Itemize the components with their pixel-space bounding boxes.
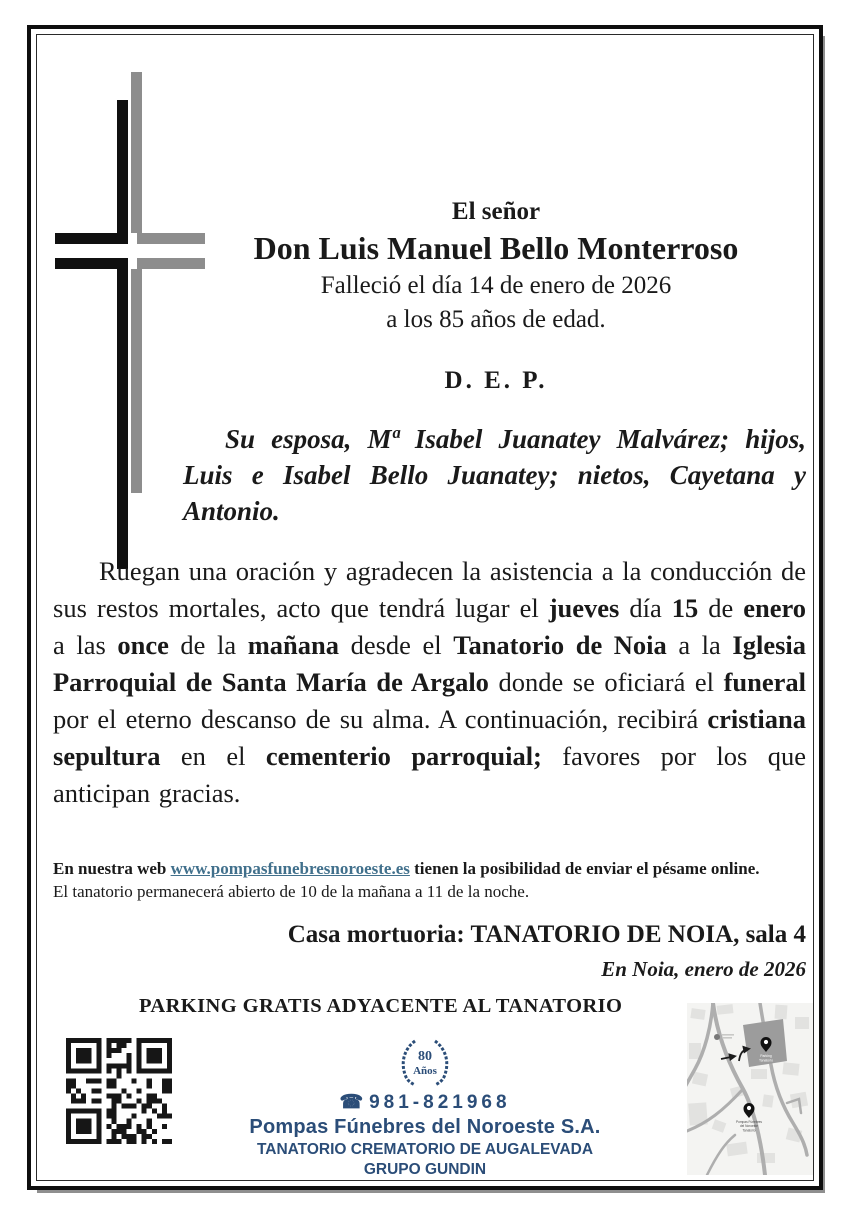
hotel-map-marker	[714, 1034, 720, 1040]
death-date-line: Falleció el día 14 de enero de 2026	[320, 272, 672, 299]
pesame-web-link[interactable]: www.pompasfunebresnoroeste.es	[170, 859, 410, 878]
svg-text:Tanatorio: Tanatorio	[759, 1058, 773, 1063]
phone-number	[245, 1091, 605, 1115]
svg-text:del Noroeste: del Noroeste	[739, 1124, 759, 1129]
location-map	[687, 1003, 813, 1175]
memorial-card	[27, 25, 823, 1190]
fine-print-block	[53, 857, 806, 903]
mortuary-location: Casa mortuoria: TANATORIO DE NOIA, sala 4	[287, 921, 806, 948]
salutation: El señor	[451, 198, 541, 225]
svg-text:Años: Años	[413, 1065, 437, 1077]
header-block	[181, 197, 811, 337]
funeral-home-map-label: Pompas Fúnebres	[735, 1120, 763, 1124]
funeral-home-block	[245, 1037, 605, 1180]
qr-code	[61, 1033, 177, 1149]
80-years-laurel-badge-icon	[393, 1037, 457, 1089]
online-condolence-note: En nuestra web www.pompasfunebresnoroeste.es tienen la posibilidad de enviar el pésame online.	[53, 859, 760, 878]
group-name: GRUPO GUNDIN	[363, 1161, 487, 1178]
parking-map-label: Parking	[760, 1054, 772, 1058]
opening-hours-note: El tanatorio permanecerá abierto de 10 de la mañana a 11 de la noche.	[53, 882, 530, 901]
announcement-paragraph: Ruegan una oración y agradecen la asistencia a la conducción de sus restos mortales, acto que tendrá lugar el jueves día 15 de enero a las once de la mañana desde el Tanatorio de Noia a la Iglesia Parroquial de Santa María de Argalo donde se oficiará el funeral por el eterno descanso de su alma. A continuación, recibirá cristiana sepultura en el cementerio parroquial; favores por los que anticipan gracias.	[53, 556, 807, 808]
phone-icon: ☎	[339, 1092, 364, 1113]
age-line: a los 85 años de edad.	[386, 306, 606, 333]
place-and-date: En Noia, enero de 2026	[601, 957, 806, 981]
rip-abbreviation: D. E. P.	[444, 367, 548, 394]
svg-text:80: 80	[418, 1049, 432, 1064]
phone-digits: 981-821968	[369, 1092, 511, 1113]
parking-notice: PARKING GRATIS ADYACENTE AL TANATORIO	[139, 995, 623, 1017]
family-paragraph: Su esposa, Mª Isabel Juanatey Malvárez; hijos, Luis e Isabel Bello Juanatey; nietos, Cayetana y Antonio.	[183, 424, 806, 526]
crematorium-name: TANATORIO CREMATORIO DE AUGALEVADA	[256, 1141, 594, 1158]
deceased-name: Don Luis Manuel Bello Monterroso	[253, 230, 739, 266]
company-name: Pompas Fúnebres del Noroeste S.A.	[249, 1116, 601, 1138]
svg-text:Tanatorio: Tanatorio	[742, 1128, 756, 1133]
